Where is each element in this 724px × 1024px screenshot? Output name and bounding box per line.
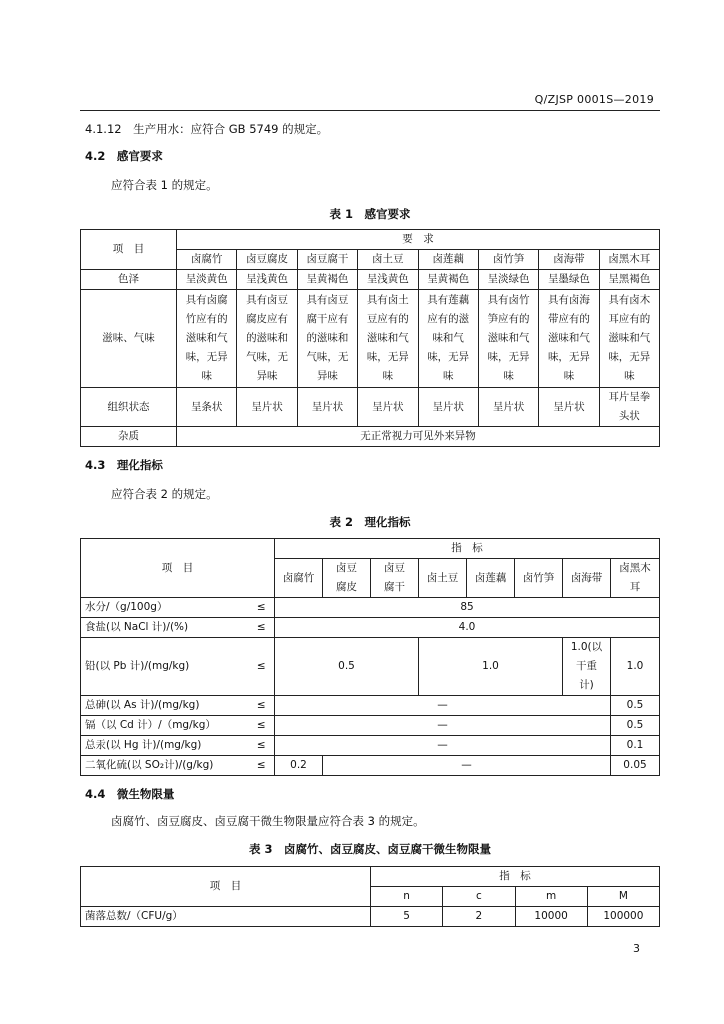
table2-lead-value: 1.0 <box>419 638 563 696</box>
table1-col: 卤豆腐皮 <box>237 250 297 270</box>
table2-physicochemical <box>80 538 660 776</box>
table3-col: m <box>515 887 587 907</box>
table3-col: M <box>587 887 659 907</box>
table1-cell: 呈片状 <box>539 388 599 427</box>
table2-item-header: 项 目 <box>81 539 275 598</box>
header-rule <box>80 110 660 111</box>
table2-caption: 表 2 理化指标 <box>329 515 411 529</box>
table2-dash: — <box>275 716 611 736</box>
table2-row-label: 总汞(以 Hg 计)/(mg/kg) <box>81 736 249 756</box>
table2-row-label: 食盐(以 NaCl 计)/(%) <box>81 618 249 638</box>
table2-lead-value: 1.0(以干重计) <box>563 638 611 696</box>
table2-arsenic-value: 0.5 <box>611 696 660 716</box>
table1-col: 卤土豆 <box>358 250 418 270</box>
table3-col: c <box>443 887 515 907</box>
table2-lead-value: 1.0 <box>611 638 660 696</box>
table2-so2-value: 0.2 <box>275 756 323 776</box>
section-4-4-title: 4.4 微生物限量 <box>85 787 175 801</box>
table2-col: 卤豆腐干 <box>371 559 419 598</box>
table1-cell: 具有卤腐竹应有的滋味和气味，无异味 <box>177 290 237 388</box>
table1-cell: 呈淡黄色 <box>177 270 237 290</box>
table3-caption: 表 3 卤腐竹、卤豆腐皮、卤豆腐干微生物限量 <box>248 842 491 856</box>
table1-cell: 具有莲藕应有的滋味和气味，无异味 <box>418 290 478 388</box>
table1-cell: 呈黑褐色 <box>599 270 659 290</box>
table1-cell: 呈淡绿色 <box>478 270 538 290</box>
table1-cell: 具有卤海带应有的滋味和气味，无异味 <box>539 290 599 388</box>
table1-cell: 具有卤豆腐皮应有的滋味和气味，无异味 <box>237 290 297 388</box>
table3-item-header: 项 目 <box>81 867 371 907</box>
table1-row-label: 色泽 <box>81 270 177 290</box>
clause-4-1-12: 4.1.12 生产用水：应符合 GB 5749 的规定。 <box>85 122 329 136</box>
table2-col: 卤海带 <box>563 559 611 598</box>
table1-cell: 呈片状 <box>478 388 538 427</box>
table1-col: 卤黑木耳 <box>599 250 659 270</box>
table3-cell: 2 <box>443 907 515 927</box>
table1-cell: 呈片状 <box>358 388 418 427</box>
table1-row-label: 组织状态 <box>81 388 177 427</box>
table1-col: 卤竹笋 <box>478 250 538 270</box>
table2-col: 卤黑木耳 <box>611 559 660 598</box>
table2-col: 卤腐竹 <box>275 559 323 598</box>
table2-col: 卤土豆 <box>419 559 467 598</box>
table1-cell: 具有卤土豆应有的滋味和气味，无异味 <box>358 290 418 388</box>
table1-cell: 具有卤竹笋应有的滋味和气味，无异味 <box>478 290 538 388</box>
table1-cell: 呈黄褐色 <box>418 270 478 290</box>
section-4-2-title: 4.2 感官要求 <box>85 149 163 163</box>
table2-col: 卤豆腐皮 <box>323 559 371 598</box>
table1-item-header: 项 目 <box>81 230 177 270</box>
table1-col: 卤豆腐干 <box>297 250 357 270</box>
table2-mercury-value: 0.1 <box>611 736 660 756</box>
table1-cell: 具有卤豆腐干应有的滋味和气味，无异味 <box>297 290 357 388</box>
table1-impurity-value: 无正常视力可见外来异物 <box>177 427 660 447</box>
table1-req-header: 要 求 <box>177 230 660 250</box>
section-4-3-title: 4.3 理化指标 <box>85 458 163 472</box>
table2-row-label: 总砷(以 As 计)/(mg/kg) <box>81 696 249 716</box>
table2-row-label: 二氧化硫(以 SO₂计)/(g/kg) <box>81 756 249 776</box>
table1-row-label: 滋味、气味 <box>81 290 177 388</box>
document-code: Q/ZJSP 0001S—2019 <box>534 93 654 106</box>
table3-col: n <box>371 887 443 907</box>
table2-col: 卤竹笋 <box>515 559 563 598</box>
table1-caption: 表 1 感官要求 <box>329 207 411 221</box>
table1-cell: 呈片状 <box>297 388 357 427</box>
table2-cadmium-value: 0.5 <box>611 716 660 736</box>
table2-dash: — <box>275 696 611 716</box>
table1-cell: 呈浅黄色 <box>358 270 418 290</box>
le-symbol: ≤ <box>249 638 275 696</box>
section-4-2-text: 应符合表 1 的规定。 <box>111 178 218 192</box>
le-symbol: ≤ <box>249 618 275 638</box>
le-symbol: ≤ <box>249 696 275 716</box>
le-symbol: ≤ <box>249 716 275 736</box>
table3-cell: 10000 <box>515 907 587 927</box>
table3-index-header: 指 标 <box>371 867 660 887</box>
table1-sensory <box>80 229 660 447</box>
table1-cell: 耳片呈拳头状 <box>599 388 659 427</box>
table2-salt-value: 4.0 <box>275 618 660 638</box>
table2-index-header: 指 标 <box>275 539 660 559</box>
section-4-3-text: 应符合表 2 的规定。 <box>111 487 218 501</box>
table2-water-value: 85 <box>275 598 660 618</box>
section-4-4-text: 卤腐竹、卤豆腐皮、卤豆腐干微生物限量应符合表 3 的规定。 <box>111 814 425 828</box>
table1-cell: 呈片状 <box>418 388 478 427</box>
table1-col: 卤莲藕 <box>418 250 478 270</box>
table1-cell: 具有卤木耳应有的滋味和气味，无异味 <box>599 290 659 388</box>
table1-cell: 呈片状 <box>237 388 297 427</box>
le-symbol: ≤ <box>249 736 275 756</box>
table1-col: 卤海带 <box>539 250 599 270</box>
table2-so2-value: 0.05 <box>611 756 660 776</box>
table1-row-label: 杂质 <box>81 427 177 447</box>
table3-cell: 5 <box>371 907 443 927</box>
table3-cell: 100000 <box>587 907 659 927</box>
page-number: 3 <box>633 942 640 955</box>
table2-row-label: 水分/（g/100g） <box>81 598 249 618</box>
table1-cell: 呈浅黄色 <box>237 270 297 290</box>
table2-dash: — <box>275 736 611 756</box>
table1-col: 卤腐竹 <box>177 250 237 270</box>
table1-cell: 呈黄褐色 <box>297 270 357 290</box>
table2-lead-value: 0.5 <box>275 638 419 696</box>
table2-dash: — <box>323 756 611 776</box>
table2-row-label: 铅(以 Pb 计)/(mg/kg) <box>81 638 249 696</box>
table3-microbial <box>80 866 660 927</box>
table1-cell: 呈条状 <box>177 388 237 427</box>
table3-row-label: 菌落总数/（CFU/g） <box>81 907 371 927</box>
table1-cell: 呈墨绿色 <box>539 270 599 290</box>
le-symbol: ≤ <box>249 598 275 618</box>
table2-col: 卤莲藕 <box>467 559 515 598</box>
le-symbol: ≤ <box>249 756 275 776</box>
table2-row-label: 镉（以 Cd 计）/（mg/kg） <box>81 716 249 736</box>
